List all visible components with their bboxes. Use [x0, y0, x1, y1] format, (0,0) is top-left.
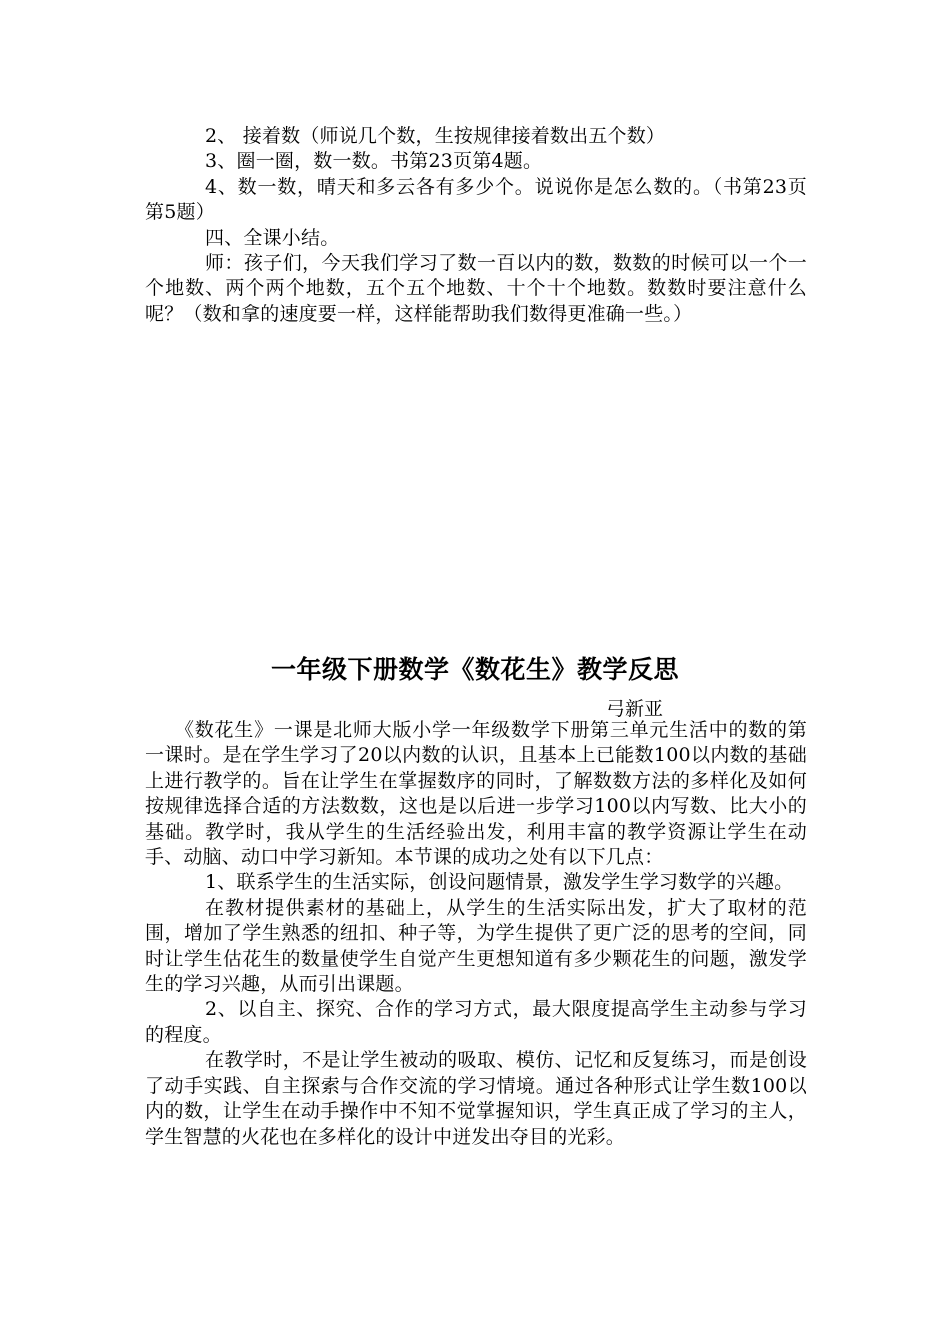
article-body	[145, 718, 807, 1150]
teacher-summary: 师：孩子们，今天我们学习了数一百以内的数，数数的时候可以一个一个地数、两个两个地数，五个五个地数、十个十个地数。数数时要注意什么呢？（数和拿的速度要一样，这样能帮助我们数得更准确一些。）	[145, 252, 807, 325]
lesson-plan-section	[145, 124, 807, 327]
point-2-heading: 2、以自主、探究、合作的学习方式，最大限度提高学生主动参与学习的程度。	[145, 998, 807, 1046]
point-1-heading: 1、联系学生的生活实际，创设问题情景，激发学生学习数学的兴趣。	[205, 871, 794, 894]
point-2-body: 在教学时，不是让学生被动的吸取、模仿、记忆和反复练习，而是创设了动手实践、自主探索与合作交流的学习情境。通过各种形式让学生数100以内的数，让学生在动手操作中不知不觉掌握知识，学生真正成了学习的主人，学生智慧的火花也在多样化的设计中迸发出夺目的光彩。	[145, 1049, 807, 1148]
article-author: 弓新亚	[606, 698, 664, 720]
lesson-step-2: 2、 接着数（师说几个数，生按规律接着数出五个数）	[205, 125, 666, 147]
article-title: 一年级下册数学《数花生》教学反思	[270, 655, 679, 684]
summary-heading: 四、全课小结。	[205, 226, 340, 249]
lesson-step-4: 4、数一数，晴天和多云各有多少个。说说你是怎么数的。（书第23页第5题）	[145, 175, 807, 224]
lesson-step-3: 3、圈一圈，数一数。书第23页第4题。	[205, 150, 543, 173]
point-1-body: 在教材提供素材的基础上，从学生的生活实际出发，扩大了取材的范围，增加了学生熟悉的纽扣、种子等，为学生提供了更广泛的思考的空间，同时让学生估花生的数量使学生自觉产生更想知道有多少颗花生的问题，激发学生的学习兴趣，从而引出课题。	[145, 896, 807, 996]
intro-paragraph: 《数花生》一课是北师大版小学一年级数学下册第三单元生活中的数的第一课时。是在学生学习了20以内数的认识，且基本上已能数100以内数的基础上进行教学的。旨在让学生在掌握数序的同时，了解数数方法的多样化及如何按规律选择合适的方法数数，这也是以后进一步学习100以内写数、比大小的基础。教学时，我从学生的生活经验出发，利用丰富的教学资源让学生在动手、动脑、动口中学习新知。本节课的成功之处有以下几点：	[145, 719, 807, 869]
